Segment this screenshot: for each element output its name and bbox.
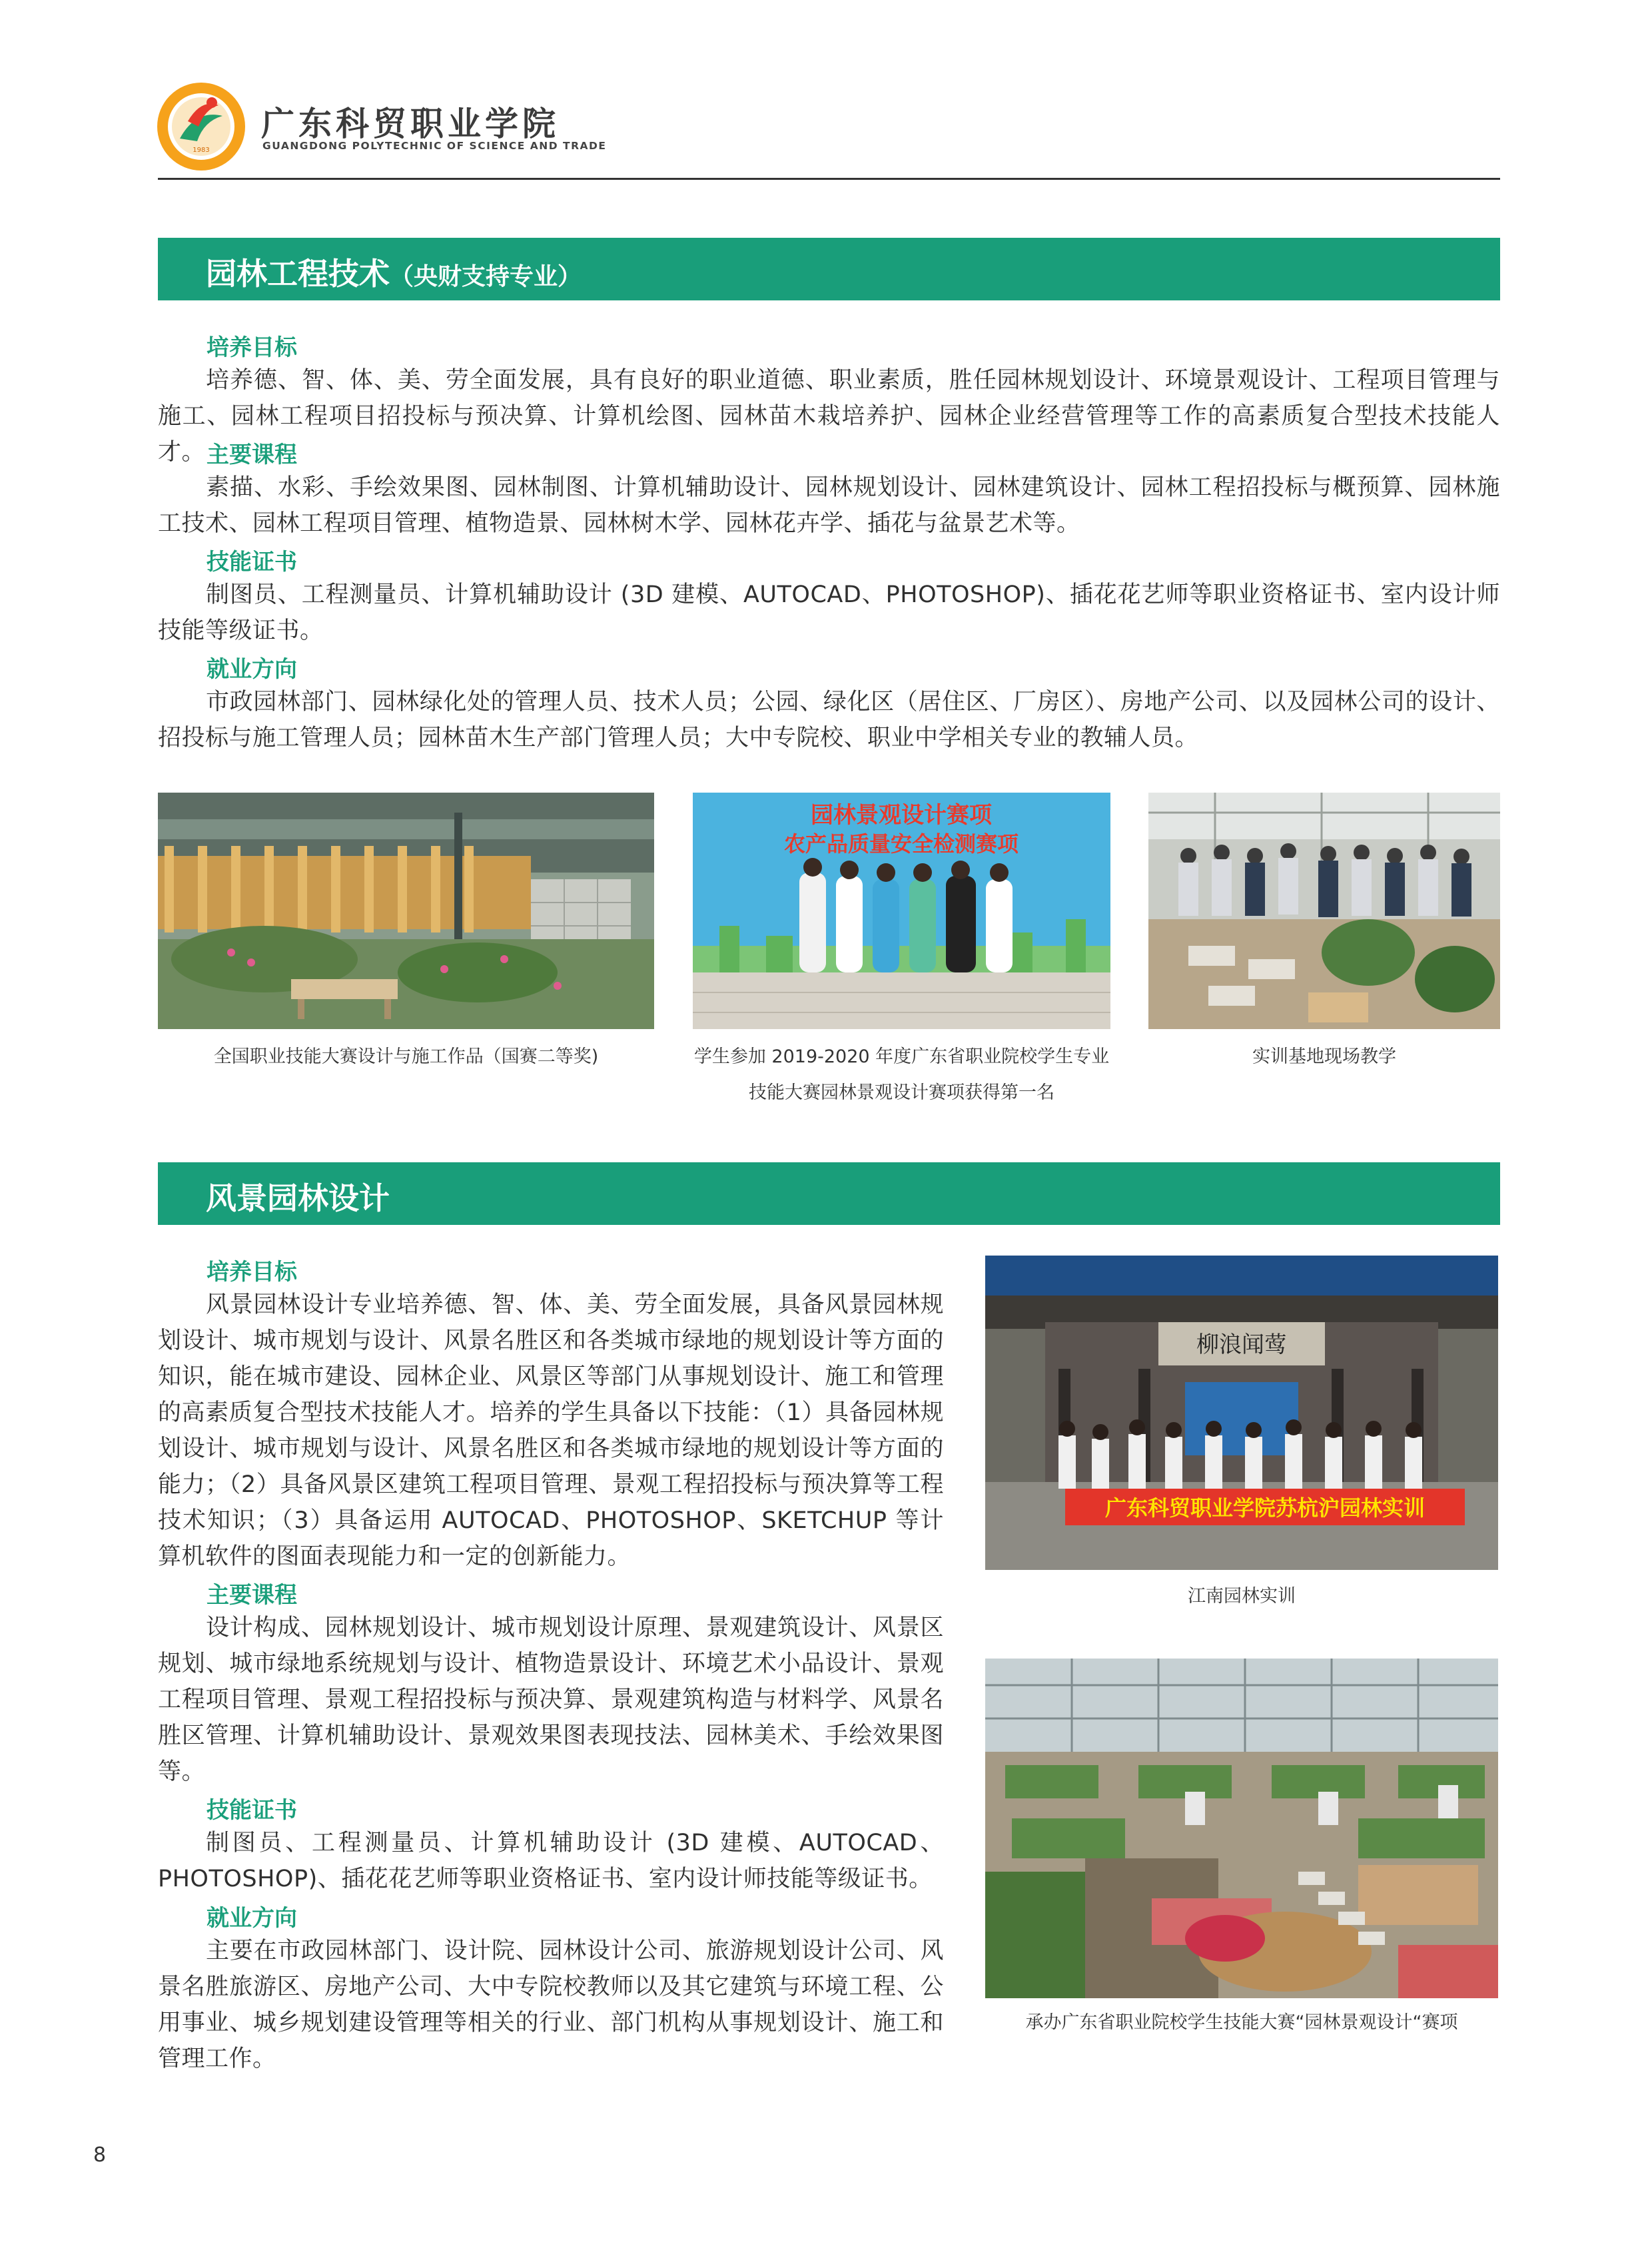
- paragraph-courses: 设计构成、园林规划设计、城市规划设计原理、景观建筑设计、风景区规划、城市绿地系统规划与设计、植物造景设计、环境艺术小品设计、景观工程项目管理、景观工程招投标与预决算、景观建筑构造与材料学、风景名胜区管理、计算机辅助设计、景观效果图表现技法、园林美术、手绘效果图等。: [158, 1615, 944, 1785]
- photo-caption: 江南园林实训: [1188, 1586, 1296, 1607]
- subheading-careers: 就业方向: [206, 1905, 297, 1932]
- subheading-certificates: 技能证书: [206, 1797, 297, 1824]
- paragraph-courses: 素描、水彩、手绘效果图、园林制图、计算机辅助设计、园林规划设计、园林建筑设计、园林工程招投标与概预算、园林施工技术、园林工程项目管理、植物造景、园林树木学、园林花卉学、插花与盆景艺术等。: [158, 474, 1500, 537]
- paragraph-goal: 培养德、智、体、美、劳全面发展，具有良好的职业道德、职业素质，胜任园林规划设计、环境景观设计、工程项目管理与施工、园林工程项目招投标与预决算、计算机绘图、园林苗木栽培养护、园林企业经营管理等工作的高素质复合型技术技能人才。: [158, 367, 1500, 466]
- section-title: 园林工程技术: [206, 256, 390, 292]
- svg-text:园林景观设计赛项: 园林景观设计赛项: [811, 802, 992, 829]
- photo-competition-winners: [693, 793, 1110, 1029]
- svg-text:柳浪闻莺: 柳浪闻莺: [1196, 1331, 1287, 1358]
- section-title-bar: [158, 238, 1500, 300]
- subheading-courses: 主要课程: [206, 1582, 297, 1609]
- photo-caption: 学生参加 2019-2020 年度广东省职业院校学生专业技能大赛园林景观设计赛项获得第一名: [693, 1046, 1110, 1103]
- paragraph-certificates: 制图员、工程测量员、计算机辅助设计 (3D 建模、AUTOCAD、PHOTOSHOP)、插花花艺师等职业资格证书、室内设计师技能等级证书。: [158, 581, 1500, 644]
- svg-text:农产品质量安全检测赛项: 农产品质量安全检测赛项: [783, 831, 1019, 857]
- photo-caption: 实训基地现场教学: [1252, 1046, 1396, 1067]
- section-title-sub: （央财支持专业）: [390, 263, 582, 290]
- subheading-goal: 培养目标: [206, 1259, 297, 1286]
- school-logo-icon: [155, 80, 248, 173]
- page-header: [155, 73, 1500, 180]
- subheading-goal: 培养目标: [206, 334, 297, 361]
- photo-competition-greenhouse: [985, 1659, 1498, 1998]
- paragraph-goal: 风景园林设计专业培养德、智、体、美、劳全面发展，具备风景园林规划设计、城市规划与设计、风景名胜区和各类城市绿地的规划设计等方面的知识，能在城市建设、园林企业、风景区等部门从事规划设计、施工和管理的高素质复合型技术技能人才。培养的学生具备以下技能：（1）具备园林规划设计、城市规划与设计、风景名胜区和各类城市绿地的规划设计等方面的能力；（2）具备风景区建筑工程项目管理、景观工程招投标与预决算等工程技术知识；（3）具备运用 AUTOCAD、PHOTOSHOP、SKETCHUP 等计算机软件的图面表现能力和一定的创新能力。: [158, 1292, 944, 1570]
- section-title-bar: [158, 1162, 1500, 1225]
- photo-onsite-teaching: [1148, 793, 1500, 1029]
- subheading-courses: 主要课程: [206, 442, 297, 468]
- subheading-careers: 就业方向: [206, 656, 297, 683]
- svg-text:1983: 1983: [193, 147, 210, 154]
- photo-garden-construction: [158, 793, 654, 1029]
- photo-jiangnan-garden-trip: [985, 1256, 1498, 1570]
- paragraph-careers: 主要在市政园林部门、设计院、园林设计公司、旅游规划设计公司、风景名胜旅游区、房地产公司、大中专院校教师以及其它建筑与环境工程、公用事业、城乡规划建设管理等相关的行业、部门机构从事规划设计、施工和管理工作。: [158, 1938, 944, 2072]
- section-title: 风景园林设计: [206, 1180, 390, 1216]
- svg-text:广东科贸职业学院苏杭沪园林实训: 广东科贸职业学院苏杭沪园林实训: [1104, 1495, 1426, 1521]
- school-name: 广东科贸职业学院: [261, 105, 560, 143]
- school-name-en: GUANGDONG POLYTECHNIC OF SCIENCE AND TRADE: [262, 140, 607, 152]
- paragraph-certificates: 制图员、工程测量员、计算机辅助设计 (3D 建模、AUTOCAD、PHOTOSHOP)、插花花艺师等职业资格证书、室内设计师技能等级证书。: [158, 1830, 944, 1892]
- photo-caption: 承办广东省职业院校学生技能大赛“园林景观设计“赛项: [1025, 2012, 1458, 2033]
- subheading-certificates: 技能证书: [206, 549, 297, 575]
- paragraph-careers: 市政园林部门、园林绿化处的管理人员、技术人员；公园、绿化区（居住区、厂房区）、房地产公司、以及园林公司的设计、招投标与施工管理人员；园林苗木生产部门管理人员；大中专院校、职业中学相关专业的教辅人员。: [158, 689, 1500, 751]
- photo-caption: 全国职业技能大赛设计与施工作品（国赛二等奖): [213, 1046, 599, 1067]
- header-divider: [158, 178, 1500, 180]
- page-number: 8: [93, 2143, 107, 2167]
